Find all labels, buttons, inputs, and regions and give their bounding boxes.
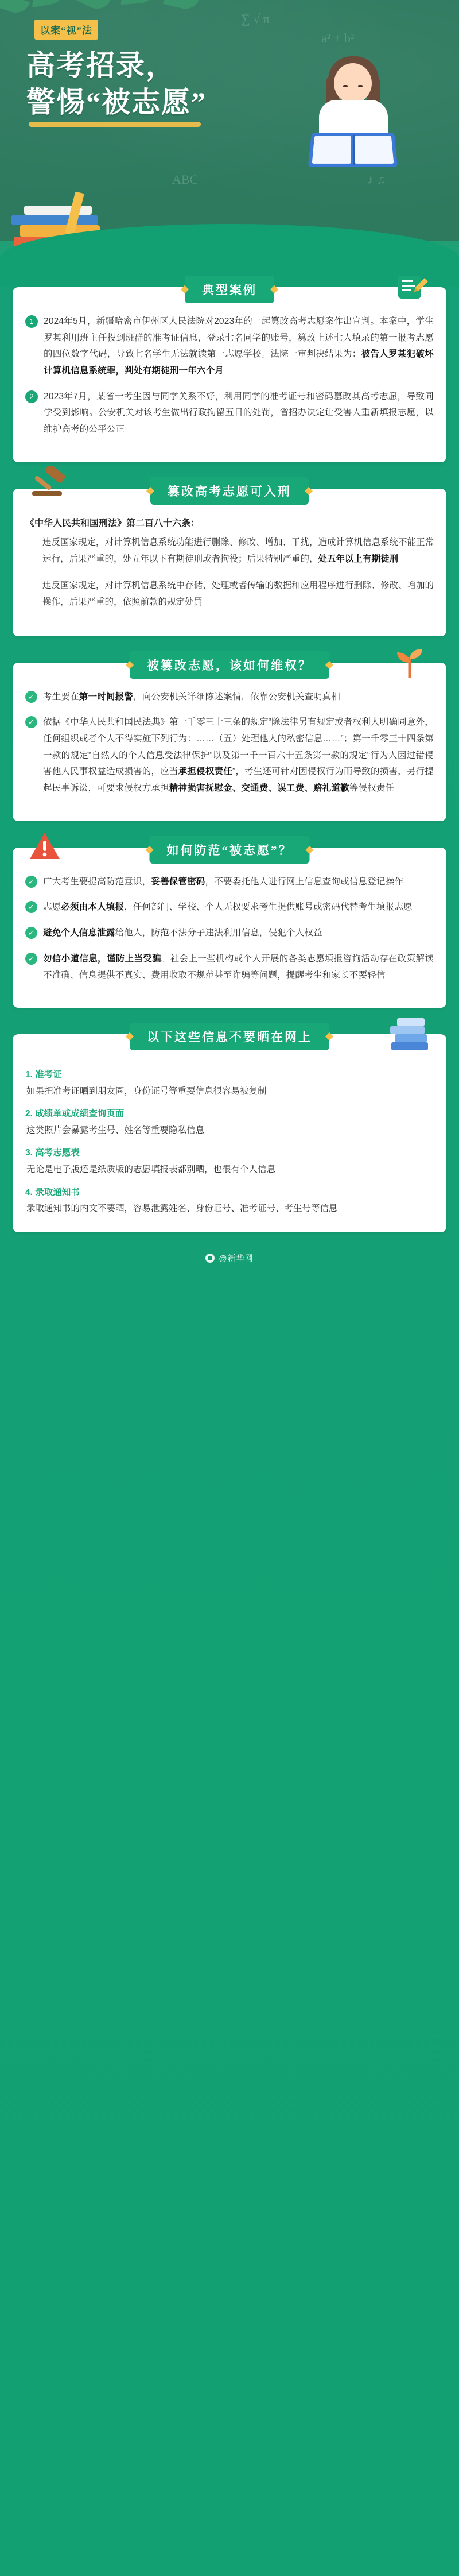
advice-title: 3. 高考志愿表 bbox=[25, 1148, 80, 1158]
list-item bbox=[25, 714, 434, 796]
card-do-not-post bbox=[13, 1030, 446, 1232]
law-block bbox=[25, 515, 434, 568]
gavel-icon bbox=[28, 466, 77, 504]
girl-reading-icon bbox=[293, 53, 419, 196]
item-text: 避免个人信息泄露给他人，防范不法分子违法利用信息，侵犯个人权益 bbox=[43, 928, 322, 938]
card-title-wrap bbox=[130, 1023, 329, 1050]
law-title: 《中华人民共和国刑法》第二百八十六条： bbox=[25, 518, 200, 528]
card-title: 篡改高考志愿可入刑 bbox=[150, 477, 309, 505]
list-item bbox=[25, 874, 434, 891]
sprout-icon bbox=[391, 647, 428, 680]
advice-text: 录取通知书的内文不要晒，容易泄露姓名、身份证号、准考证号、考生号等信息 bbox=[26, 1203, 338, 1213]
list-item bbox=[25, 899, 434, 916]
item-text: 考生要在第一时间报警，向公安机关详细陈述案情，依靠公安机关查明真相 bbox=[43, 691, 341, 702]
list-item bbox=[25, 314, 434, 380]
list-item bbox=[25, 689, 434, 706]
footer-credit-label: @新华网 bbox=[219, 1253, 254, 1263]
list-item bbox=[25, 925, 434, 942]
item-text: 广大考生要提高防范意识，妥善保管密码，不要委托他人进行网上信息查询或信息登记操作 bbox=[43, 876, 404, 887]
page-title-line2: 警惕“被志愿” bbox=[26, 86, 207, 118]
card-title: 以下这些信息不要晒在网上 bbox=[130, 1023, 329, 1050]
law-text: 违反国家规定，对计算机信息系统中存储、处理或者传输的数据和应用程序进行删除、修改、增加的操作，后果严重的，依照前款的规定处罚 bbox=[42, 581, 434, 608]
item-text: 志愿必须由本人填报，任何部门、学校、个人无权要求考生提供账号或密码代替考生填报志愿 bbox=[43, 902, 413, 912]
item-number: 2 bbox=[25, 390, 38, 403]
check-icon: ✓ bbox=[25, 953, 37, 965]
pen-edit-icon bbox=[395, 268, 429, 302]
card-title-wrap bbox=[150, 477, 309, 505]
check-icon: ✓ bbox=[25, 927, 37, 939]
item-text: 勿信小道信息，谨防上当受骗。社会上一些机构或个人开展的各类志愿填报咨询活动存在政策解读不准确、信息提供不真实、费用收取不规范甚至诈骗等问题，提醒考生和家长不要轻信 bbox=[43, 953, 434, 980]
advice-item bbox=[25, 1184, 434, 1217]
advice-text: 这类照片会暴露考生号、姓名等重要隐私信息 bbox=[26, 1125, 205, 1135]
footer-credit bbox=[0, 1238, 459, 1278]
advice-text: 无论是电子版还是纸质版的志愿填报表都别晒，也很有个人信息 bbox=[26, 1164, 276, 1174]
item-text: 2023年7月，某省一考生因与同学关系不好，利用同学的准考证号和密码篡改其高考志愿，导致同学受到影响。公安机关对该考生做出行政拘留五日的处罚，省招办决定让受害人重新填报志愿，以维护高考的公平公正 bbox=[44, 391, 434, 435]
advice-title: 4. 录取通知书 bbox=[25, 1187, 80, 1197]
chalk-doodle-icon: ∑ √ π bbox=[241, 11, 270, 26]
chalk-doodle-icon: ♪ ♫ bbox=[367, 172, 386, 187]
page-title bbox=[26, 47, 207, 121]
card-prevention bbox=[13, 843, 446, 1008]
header-banner bbox=[0, 0, 459, 287]
advice-item bbox=[25, 1105, 434, 1139]
list-item bbox=[25, 951, 434, 984]
card-title: 典型案例 bbox=[185, 276, 274, 303]
card-title-wrap bbox=[185, 276, 274, 303]
check-icon: ✓ bbox=[25, 901, 37, 913]
check-icon: ✓ bbox=[25, 876, 37, 888]
list-item bbox=[25, 389, 434, 438]
card-title: 被篡改志愿，该如何维权？ bbox=[130, 651, 329, 679]
card-criminal-liability bbox=[13, 484, 446, 636]
check-icon: ✓ bbox=[25, 716, 37, 728]
advice-item bbox=[25, 1066, 434, 1100]
alert-icon bbox=[29, 830, 61, 862]
publisher-logo-icon bbox=[205, 1254, 215, 1263]
card-rights-protection bbox=[13, 658, 446, 821]
page-title-line1: 高考招录， bbox=[26, 49, 176, 82]
law-text: 违反国家规定，对计算机信息系统功能进行删除、修改、增加、干扰，造成计算机信息系统不能正常运行，后果严重的，处五年以下有期徒刑或者拘役；后果特别严重的，处五年以上有期徒刑 bbox=[42, 537, 434, 564]
card-title-wrap bbox=[130, 651, 329, 679]
chalk-doodle-icon: ABC bbox=[172, 172, 199, 187]
chalk-doodle-icon: a² + b² bbox=[321, 31, 355, 45]
book-stack-icon bbox=[386, 1015, 435, 1056]
item-number: 1 bbox=[25, 315, 38, 328]
topic-tag bbox=[34, 20, 98, 40]
item-text: 2024年5月，新疆哈密市伊州区人民法院对2023年的一起篡改高考志愿案作出宣判。本案中，学生罗某利用班主任投到班群的准考证信息，登录七名同学的账号，篡改上述七人填录的第一报考志愿的四位数字代码，导致七名学生无法就读第一志愿学校。法院一审判决结果为：被告人罗某犯破坏计算机信息系统罪，判处有期徒刑一年六个月 bbox=[44, 316, 434, 376]
item-text: 依据《中华人民共和国民法典》第一千零三十三条的规定“除法律另有规定或者权利人明确同意外，任何组织或者个人不得实施下列行为：……（五）处理他人的私密信息……”；第一千零三十四条第一款的规定“自然人的个人信息受法律保护”以及第一千一百六十五条第一款的规定“行为人因过错侵害他人民事权益造成损害的，应当承担侵权责任”，考生还可针对因侵权行为而导致的损害，另行提起民事诉讼，可要求侵权方承担精神损害抚慰金、交通费、误工费、赔礼道歉等侵权责任 bbox=[43, 717, 434, 794]
card-typical-cases bbox=[13, 283, 446, 462]
advice-text: 如果把准考证晒到朋友圈，身份证号等重要信息很容易被复制 bbox=[26, 1086, 267, 1096]
advice-item bbox=[25, 1144, 434, 1178]
advice-title: 1. 准考证 bbox=[25, 1070, 62, 1080]
title-underline bbox=[29, 122, 201, 127]
topic-tag-label: 以案“视”法 bbox=[34, 20, 98, 40]
card-title: 如何防范“被志愿”？ bbox=[150, 836, 310, 864]
check-icon: ✓ bbox=[25, 691, 37, 703]
card-title-wrap bbox=[150, 836, 310, 864]
advice-title: 2. 成绩单或成绩查询页面 bbox=[25, 1109, 125, 1119]
